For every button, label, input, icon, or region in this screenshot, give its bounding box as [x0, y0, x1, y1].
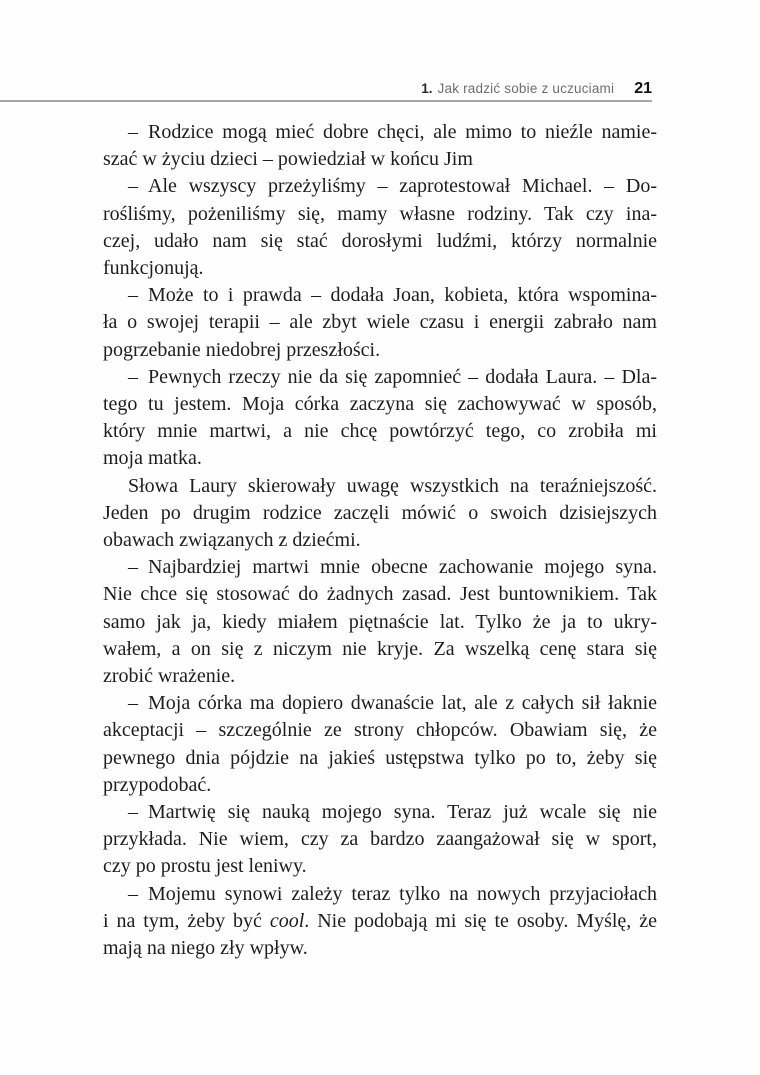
paragraph	[103, 690, 657, 799]
text-line: pogrzebanie niedobrej przeszłości.	[103, 338, 381, 361]
paragraph	[103, 473, 657, 555]
text-line: moja matka.	[103, 447, 202, 470]
text-block	[103, 119, 657, 962]
text-line: akceptacji – szczególnie ze strony chłopców. Obawiam się, że	[103, 719, 657, 742]
text-line: funkcjonują.	[103, 257, 204, 280]
paragraph	[103, 173, 657, 282]
paragraph	[103, 554, 657, 690]
text-line: ła o swojej terapii – ale zbyt wiele czasu i energii zabrało nam	[103, 311, 657, 334]
text-line: przykłada. Nie wiem, czy za bardzo zaangażował się w sport,	[103, 828, 657, 851]
text-line: czej, udało nam się stać dorosłymi ludźmi, którzy normalnie	[103, 229, 657, 252]
text-line: – Pewnych rzeczy nie da się zapomnieć – dodała Laura. – Dla-	[128, 365, 657, 388]
text-line: Nie chce się stosować do żadnych zasad. Jest buntownikiem. Tak	[103, 583, 657, 606]
text-line: – Martwię się nauką mojego syna. Teraz już wcale się nie	[128, 801, 657, 824]
text-line: – Najbardziej martwi mnie obecne zachowanie mojego syna.	[128, 556, 657, 579]
text-line: rośliśmy, pożeniliśmy się, mamy własne rodziny. Tak czy ina-	[103, 202, 657, 225]
text-line: tego tu jestem. Moja córka zaczyna się zachowywać w sposób,	[103, 393, 657, 416]
text-line: przypodobać.	[103, 773, 212, 796]
text-line: – Rodzice mogą mieć dobre chęci, ale mimo to nieźle namie-	[128, 121, 657, 143]
text-line: zrobić wrażenie.	[103, 665, 236, 688]
header-rule	[0, 100, 652, 102]
text-line: – Może to i prawda – dodała Joan, kobieta, która wspomina-	[128, 284, 657, 307]
text-line: mają na niego zły wpływ.	[103, 937, 308, 960]
text-line: – Mojemu synowi zależy teraz tylko na nowych przyjaciołach	[128, 882, 657, 905]
text-line: i na tym, żeby być cool. Nie podobają mi się te osoby. Myślę, że	[103, 909, 657, 932]
chapter-title: Jak radzić sobie z uczuciami	[437, 81, 615, 96]
text-line: – Moja córka ma dopiero dwanaście lat, ale z całych sił łaknie	[128, 692, 657, 715]
paragraph	[103, 119, 657, 173]
paragraph	[103, 799, 657, 881]
text-line: obawach związanych z dziećmi.	[103, 529, 361, 552]
running-header	[0, 80, 652, 98]
text-line: wałem, a on się z niczym nie kryje. Za wszelką cenę stara się	[103, 637, 657, 660]
text-line: szać w życiu dzieci – powiedział w końcu Jim	[103, 148, 473, 171]
paragraph	[103, 364, 657, 473]
text-line: Jeden po drugim rodzice zaczęli mówić o swoich dzisiejszych	[103, 501, 657, 524]
text-line: czy po prostu jest leniwy.	[103, 855, 307, 878]
page-number: 21	[634, 80, 652, 97]
text-line: Słowa Laury skierowały uwagę wszystkich na teraźniejszość.	[128, 474, 657, 497]
paragraph	[103, 282, 657, 364]
chapter-number: 1.	[421, 81, 433, 96]
text-line: który mnie martwi, a nie chcę powtórzyć tego, co zrobiła mi	[103, 420, 657, 443]
paragraph	[103, 881, 657, 963]
text-line: pewnego dnia pójdzie na jakieś ustępstwa tylko po to, żeby się	[103, 746, 657, 769]
text-line: – Ale wszyscy przeżyliśmy – zaprotestował Michael. – Do-	[128, 175, 657, 198]
text-line: samo jak ja, kiedy miałem piętnaście lat. Tylko że ja to ukry-	[103, 610, 657, 633]
